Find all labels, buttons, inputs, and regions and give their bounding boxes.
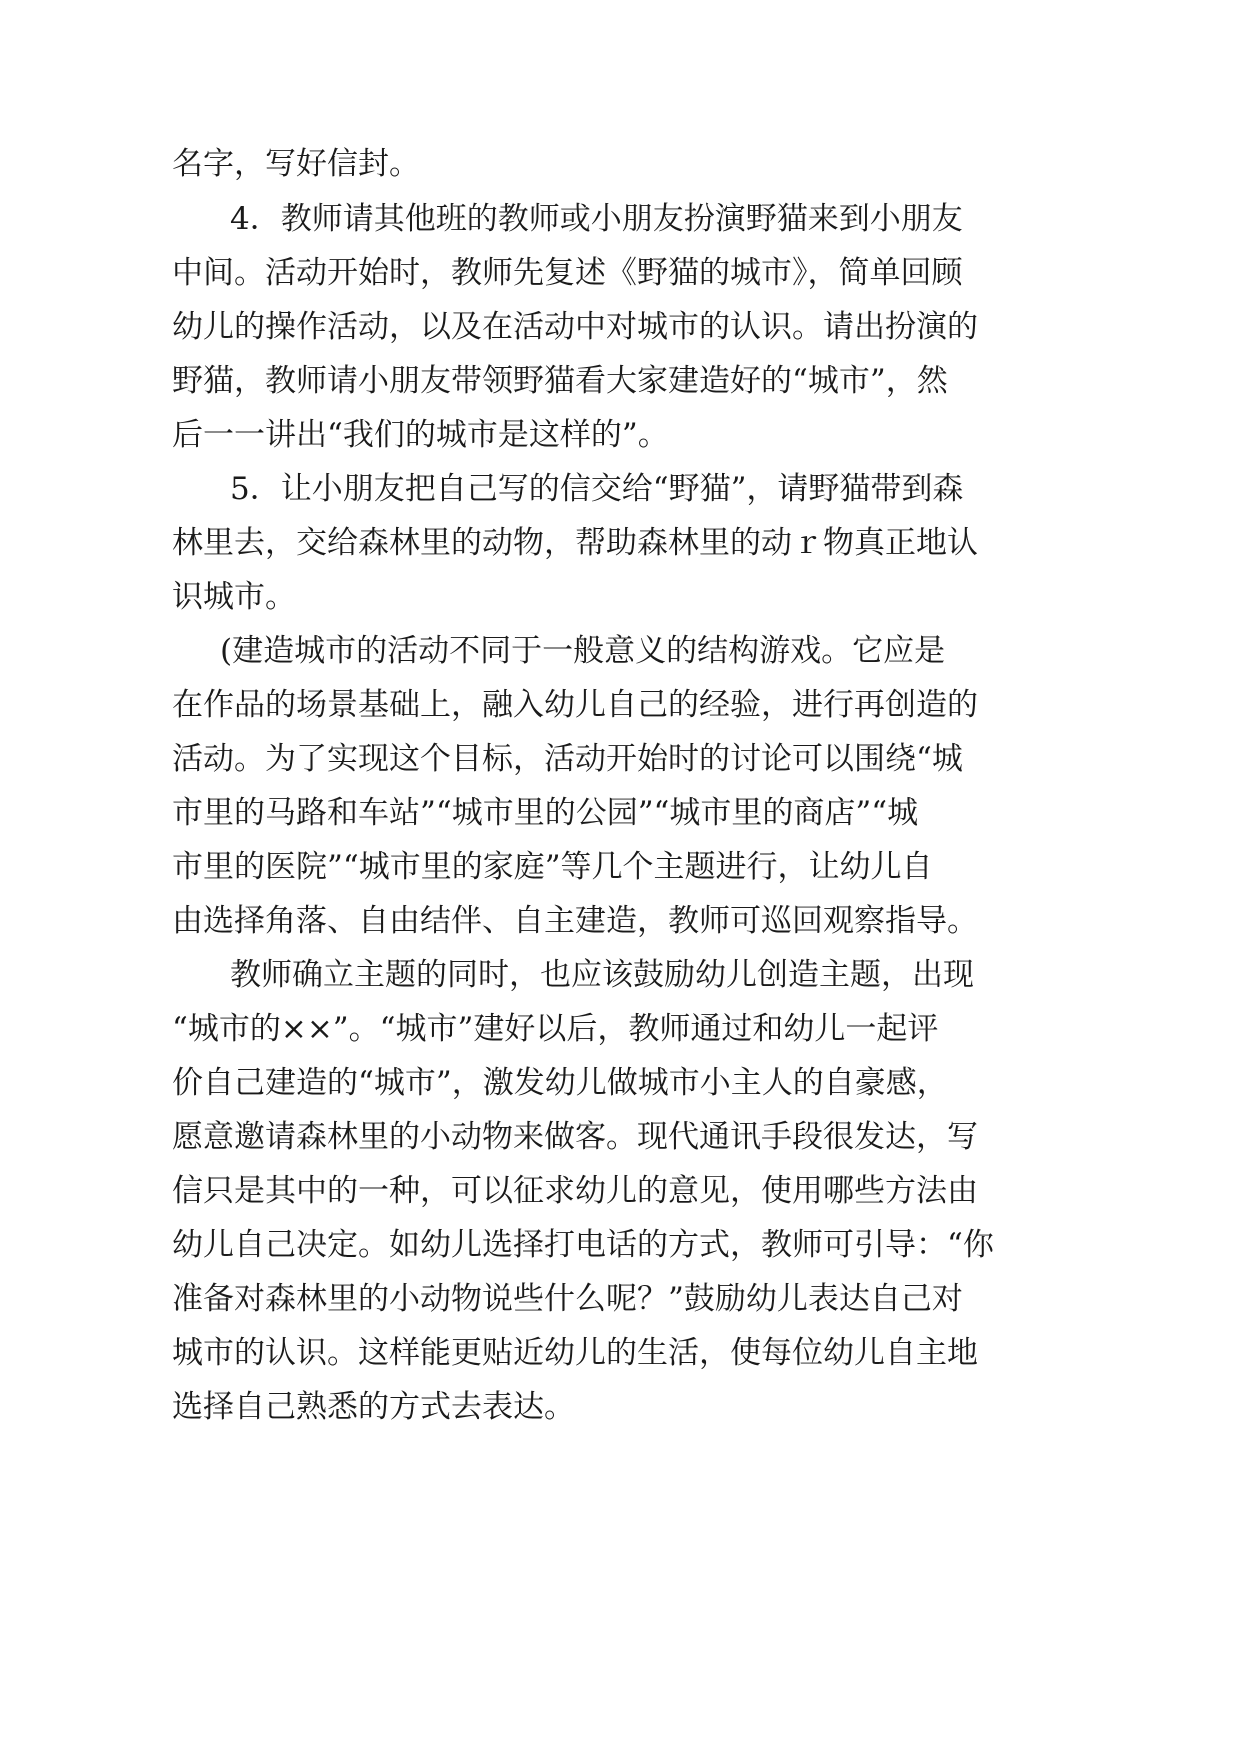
text-line-6: 后一一讲出“我们的城市是这样的”。 (172, 417, 669, 453)
text-line-11: 在作品的场景基础上，融入幼儿自己的经验，进行再创造的 (172, 687, 978, 723)
text-line-2: 4．教师请其他班的教师或小朋友扮演野猫来到小朋友 (230, 201, 963, 237)
text-line-10: (建造城市的活动不同于一般意义的结构游戏。它应是 (220, 633, 946, 669)
text-line-4: 幼儿的操作活动，以及在活动中对城市的认识。请出扮演的 (172, 309, 978, 345)
text-line-17: “城市的××”。“城市”建好以后，教师通过和幼儿一起评 (172, 1011, 939, 1047)
text-line-23: 城市的认识。这样能更贴近幼儿的生活，使每位幼儿自主地 (172, 1335, 978, 1371)
text-line-20: 信只是其中的一种，可以征求幼儿的意见，使用哪些方法由 (172, 1173, 978, 1209)
text-line-3: 中间。活动开始时，教师先复述《野猫的城市》，简单回顾 (172, 255, 963, 291)
text-line-21: 幼儿自己决定。如幼儿选择打电话的方式，教师可引导：“你 (172, 1227, 994, 1263)
text-line-9: 识城市。 (172, 579, 296, 615)
text-line-13: 市里的马路和车站”“城市里的公园”“城市里的商店”“城 (172, 795, 919, 831)
text-line-15: 由选择角落、自由结伴、自主建造，教师可巡回观察指导。 (172, 903, 978, 939)
text-line-7: 5．让小朋友把自己写的信交给“野猫”，请野猫带到森 (230, 471, 964, 507)
text-line-12: 活动。为了实现这个目标，活动开始时的讨论可以围绕“城 (172, 741, 963, 777)
text-line-8: 林里去，交给森林里的动物，帮助森林里的动ｒ物真正地认 (172, 525, 978, 561)
text-line-5: 野猫，教师请小朋友带领野猫看大家建造好的“城市”，然 (172, 363, 948, 399)
text-line-19: 愿意邀请森林里的小动物来做客。现代通讯手段很发达，写 (172, 1119, 978, 1155)
text-line-1: 名字，写好信封。 (172, 146, 420, 182)
text-line-24: 选择自己熟悉的方式去表达。 (172, 1389, 575, 1425)
text-line-18: 价自己建造的“城市”，激发幼儿做城市小主人的自豪感， (172, 1065, 948, 1101)
text-line-14: 市里的医院”“城市里的家庭”等几个主题进行，让幼儿自 (172, 849, 933, 885)
text-line-22: 准备对森林里的小动物说些什么呢？”鼓励幼儿表达自己对 (172, 1281, 963, 1317)
text-line-16: 教师确立主题的同时，也应该鼓励幼儿创造主题，出现 (230, 957, 974, 993)
